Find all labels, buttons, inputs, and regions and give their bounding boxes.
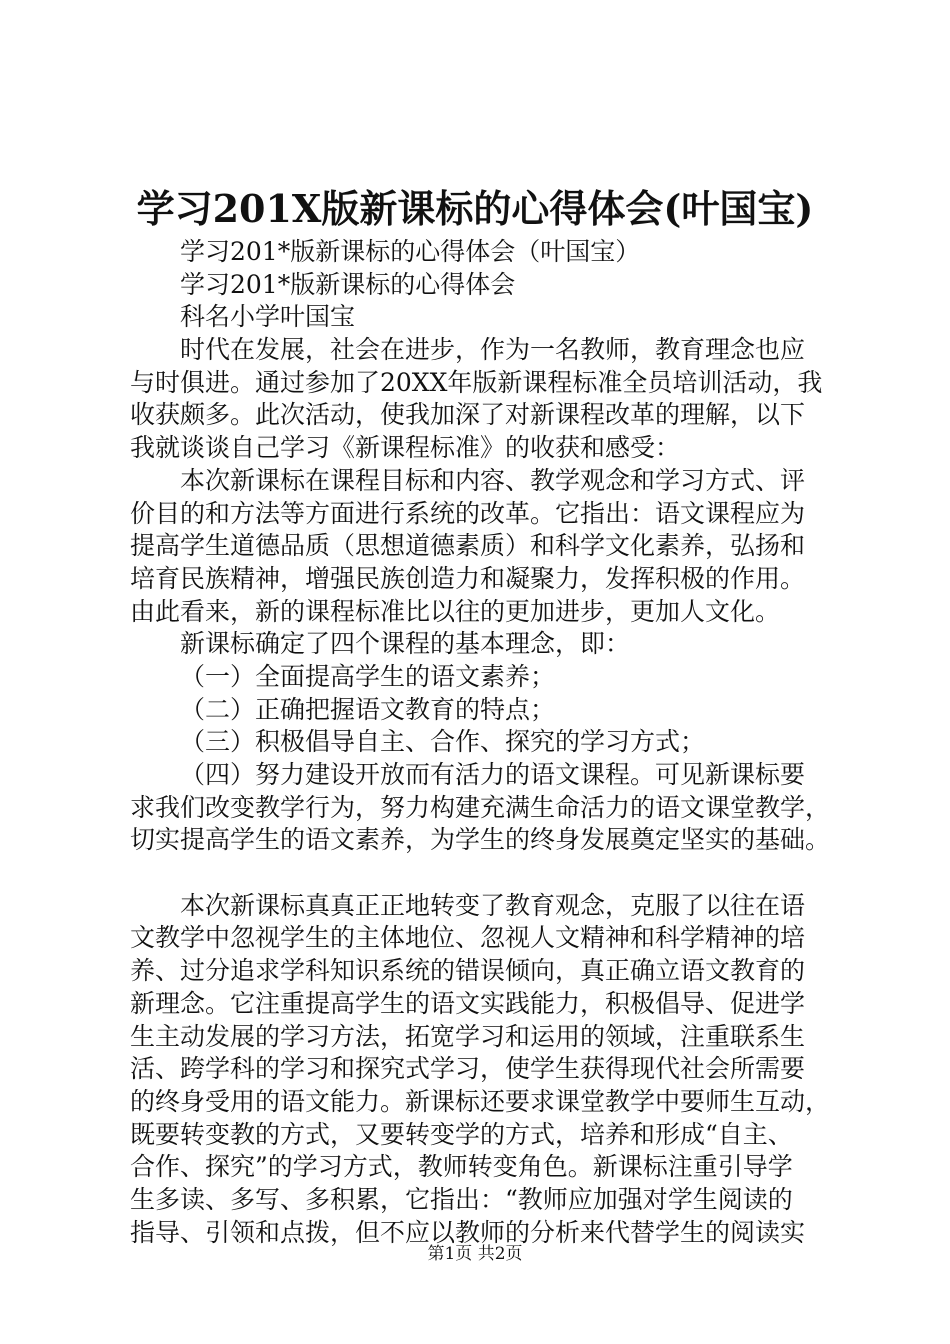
page-number-footer: 第1页 共2页 bbox=[427, 1244, 523, 1264]
paragraph-line: 价目的和方法等方面进行系统的改革。它指出：语文课程应为 bbox=[130, 498, 806, 528]
paragraph-line: 切实提高学生的语文素养，为学生的终身发展奠定坚实的基础。 bbox=[130, 825, 831, 855]
paragraph-line: 生主动发展的学习方法，拓宽学习和运用的领域，注重联系生 bbox=[130, 1021, 806, 1051]
paragraph-line: 生多读、多写、多积累，它指出：“教师应加强对学生阅读的 bbox=[130, 1184, 793, 1214]
paragraph-line: 文教学中忽视学生的主体地位、忽视人文精神和科学精神的培 bbox=[130, 923, 806, 953]
paragraph-line: 指导、引领和点拨，但不应以教师的分析来代替学生的阅读实 bbox=[130, 1217, 806, 1247]
subtitle-line: 学习201*版新课标的心得体会（叶国宝） bbox=[180, 237, 641, 266]
blank-line bbox=[130, 857, 840, 890]
paragraph-line: 我就谈谈自己学习《新课程标准》的收获和感受： bbox=[130, 433, 681, 463]
paragraph-line: 养、过分追求学科知识系统的错误倾向，真正确立语文教育的 bbox=[130, 956, 806, 986]
paragraph-line: 本次新课标真真正正地转变了教育观念，克服了以往在语 bbox=[180, 890, 806, 920]
document-body bbox=[130, 236, 840, 1249]
paragraph-line: 由此看来，新的课程标准比以往的更加进步，更加人文化。 bbox=[130, 596, 781, 626]
author-line: 科名小学叶国宝 bbox=[180, 302, 356, 332]
list-item: （一）全面提高学生的语文素养； bbox=[180, 661, 556, 691]
paragraph-line: 新课标确定了四个课程的基本理念，即： bbox=[180, 629, 631, 659]
paragraph-line: 培育民族精神，增强民族创造力和凝聚力，发挥积极的作用。 bbox=[130, 563, 806, 593]
heading-line: 学习201*版新课标的心得体会 bbox=[180, 269, 516, 299]
paragraph-line: 既要转变教的方式，又要转变学的方式，培养和形成“自主、 bbox=[130, 1119, 793, 1149]
paragraph-line: 时代在发展，社会在进步，作为一名教师，教育理念也应 bbox=[180, 335, 806, 365]
page-title: 学习201X版新课标的心得体会(叶国宝) bbox=[136, 186, 814, 231]
list-item: （二）正确把握语文教育的特点； bbox=[180, 694, 556, 724]
paragraph-line: 活、跨学科的学习和探究式学习，使学生获得现代社会所需要 bbox=[130, 1054, 806, 1084]
paragraph-line: 合作、探究”的学习方式，教师转变角色。新课标注重引导学 bbox=[130, 1152, 793, 1182]
paragraph-line: 收获颇多。此次活动，使我加深了对新课程改革的理解，以下 bbox=[130, 400, 806, 430]
paragraph-line: 与时俱进。通过参加了20XX年版新课程标准全员培训活动，我 bbox=[130, 367, 823, 397]
paragraph-line: 提高学生道德品质（思想道德素质）和科学文化素养，弘扬和 bbox=[130, 531, 806, 561]
list-item: （四）努力建设开放而有活力的语文课程。可见新课标要 bbox=[180, 760, 806, 789]
list-item: （三）积极倡导自主、合作、探究的学习方式； bbox=[180, 727, 706, 757]
paragraph-line: 求我们改变教学行为，努力构建充满生命活力的语文课堂教学， bbox=[130, 792, 831, 822]
paragraph-line: 新理念。它注重提高学生的语文实践能力，积极倡导、促进学 bbox=[130, 988, 806, 1018]
paragraph-line: 本次新课标在课程目标和内容、教学观念和学习方式、评 bbox=[180, 465, 806, 495]
paragraph-line: 的终身受用的语文能力。新课标还要求课堂教学中要师生互动， bbox=[130, 1086, 831, 1116]
